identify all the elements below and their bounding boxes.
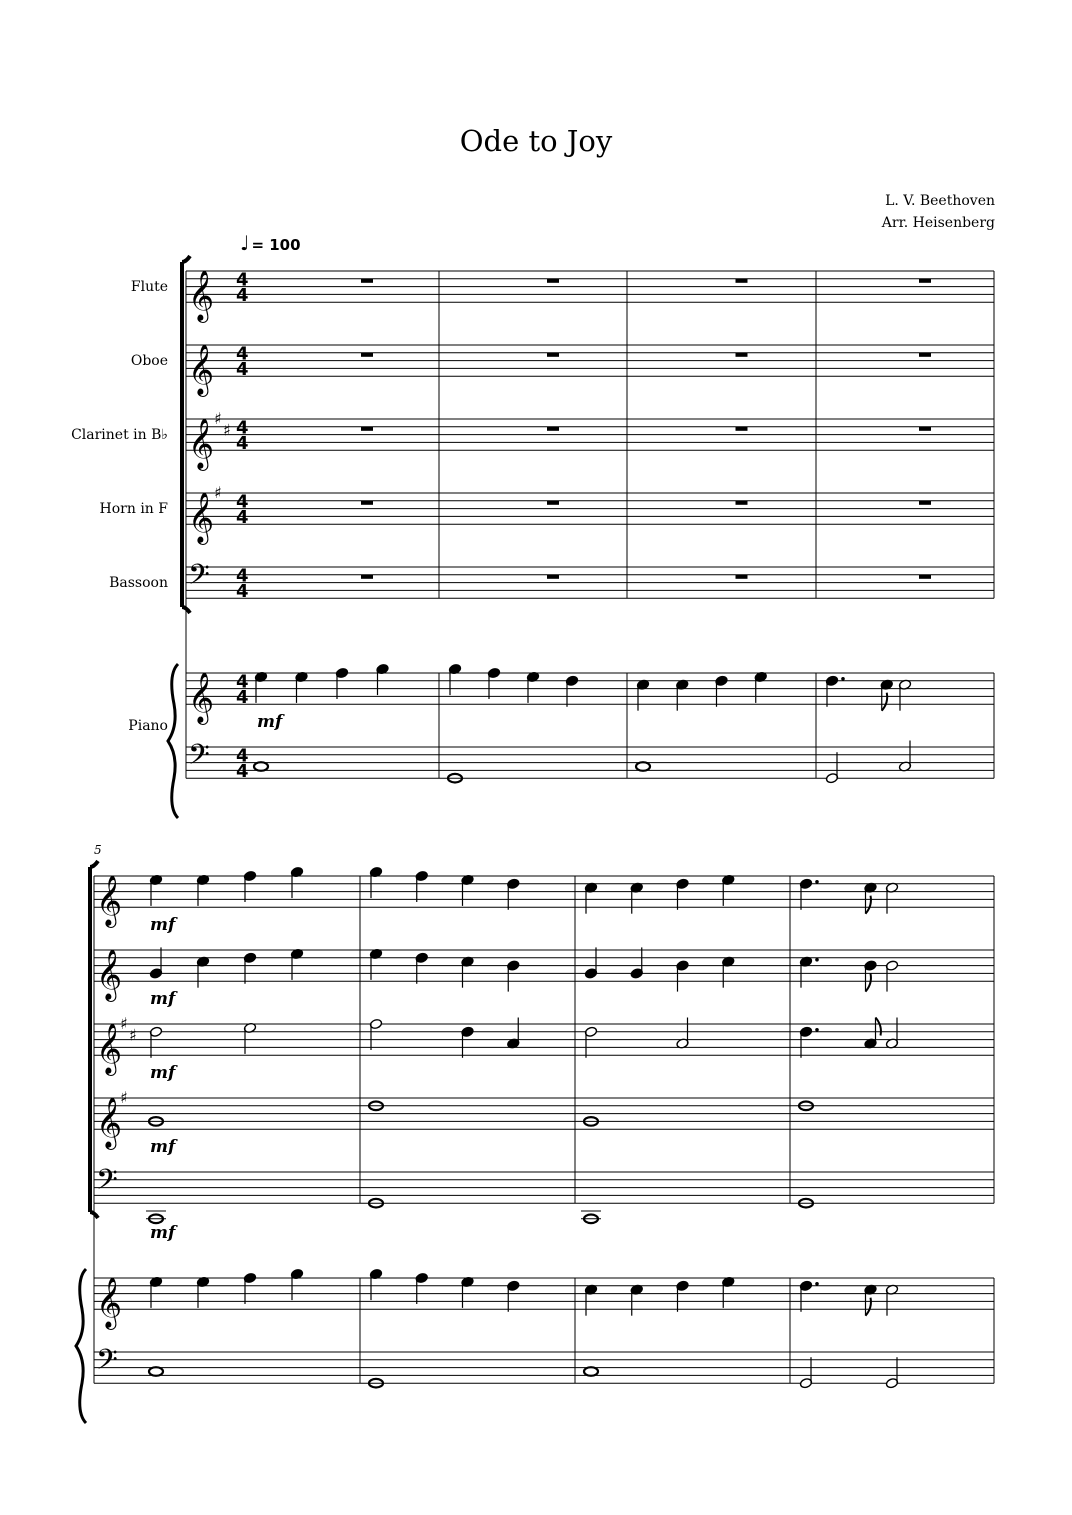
whole-rest [547, 501, 559, 505]
treble-clef-icon: 𝄞 [96, 949, 123, 1001]
dynamic-mf: mf [150, 915, 176, 935]
score-title: Ode to Joy [459, 124, 613, 158]
whole-rest [919, 575, 931, 579]
augmentation-dot [815, 1282, 819, 1286]
augmentation-dot [815, 958, 819, 962]
time-signature-numerator: 4 [236, 417, 249, 439]
sharp-icon: ♯ [214, 409, 222, 428]
whole-note [584, 1367, 598, 1376]
time-signature-numerator: 4 [236, 671, 249, 693]
treble-clef-icon: 𝄞 [96, 1023, 123, 1075]
eighth-flag [866, 896, 871, 914]
sharp-icon: ♯ [120, 1014, 128, 1033]
bass-clef-icon: 𝄢 [96, 1343, 118, 1384]
time-signature-denominator: 4 [236, 507, 249, 529]
treble-clef-icon: 𝄞 [188, 270, 215, 322]
whole-rest [919, 427, 931, 431]
dynamic-mf: mf [150, 989, 176, 1009]
arranger-credit: Arr. Heisenberg [881, 215, 995, 231]
instrument-label-clarinet: Clarinet in B♭ [71, 427, 168, 443]
whole-rest [547, 575, 559, 579]
instrument-label-oboe: Oboe [130, 353, 168, 369]
piano-brace [168, 664, 178, 818]
eighth-flag [882, 693, 887, 711]
dynamic-mf: mf [150, 1137, 176, 1157]
whole-rest [736, 427, 748, 431]
whole-rest [361, 501, 373, 505]
time-signature-numerator: 4 [236, 745, 249, 767]
treble-clef-icon: 𝄞 [188, 418, 215, 470]
whole-rest [547, 353, 559, 357]
treble-clef-icon: 𝄞 [188, 344, 215, 396]
time-signature-numerator: 4 [236, 565, 249, 587]
whole-rest [361, 427, 373, 431]
measure-number: 5 [94, 843, 102, 857]
whole-rest [547, 427, 559, 431]
dynamic-mf: mf [150, 1223, 176, 1243]
eighth-flag [866, 1298, 871, 1316]
instrument-label-flute: Flute [130, 279, 168, 295]
whole-rest [547, 279, 559, 283]
whole-rest [736, 501, 748, 505]
whole-note [636, 762, 650, 771]
treble-clef-icon: 𝄞 [96, 875, 123, 927]
time-signature-denominator: 4 [236, 581, 249, 603]
whole-note [254, 762, 268, 771]
dynamic-mf: mf [150, 1063, 176, 1083]
time-signature-denominator: 4 [236, 687, 249, 709]
eighth-flag [866, 974, 871, 992]
augmentation-dot [815, 1028, 819, 1032]
time-signature-numerator: 4 [236, 343, 249, 365]
quarter-note-icon: ♩ [240, 231, 250, 255]
augmentation-dot [815, 880, 819, 884]
dynamic-mf: mf [257, 712, 283, 732]
instrument-label-bassoon: Bassoon [109, 575, 168, 591]
time-signature-denominator: 4 [236, 761, 249, 783]
whole-rest [736, 279, 748, 283]
treble-clef-icon: 𝄞 [96, 1097, 123, 1149]
treble-clef-icon: 𝄞 [188, 492, 215, 544]
eighth-flag [876, 1018, 881, 1036]
whole-rest [919, 279, 931, 283]
treble-clef-icon: 𝄞 [96, 1277, 123, 1329]
whole-rest [736, 575, 748, 579]
whole-rest [919, 353, 931, 357]
time-signature-denominator: 4 [236, 285, 249, 307]
bass-clef-icon: 𝄢 [96, 1163, 118, 1204]
piano-brace [76, 1269, 86, 1423]
time-signature-numerator: 4 [236, 269, 249, 291]
sharp-icon: ♯ [214, 483, 222, 502]
bass-clef-icon: 𝄢 [188, 738, 210, 779]
time-signature-numerator: 4 [236, 491, 249, 513]
instrument-label-horn: Horn in F [99, 501, 168, 517]
instrument-label-piano: Piano [128, 718, 168, 734]
time-signature-denominator: 4 [236, 433, 249, 455]
treble-clef-icon: 𝄞 [188, 672, 215, 724]
whole-rest [361, 353, 373, 357]
sharp-icon: ♯ [129, 1025, 137, 1045]
sharp-icon: ♯ [223, 420, 231, 440]
sharp-icon: ♯ [120, 1088, 128, 1107]
whole-rest [736, 353, 748, 357]
whole-rest [361, 575, 373, 579]
augmentation-dot [841, 677, 845, 681]
whole-rest [361, 279, 373, 283]
tempo-value: = 100 [251, 236, 301, 254]
composer-credit: L. V. Beethoven [885, 193, 995, 209]
time-signature-denominator: 4 [236, 359, 249, 381]
bass-clef-icon: 𝄢 [188, 558, 210, 599]
whole-rest [919, 501, 931, 505]
whole-note [149, 1367, 163, 1376]
